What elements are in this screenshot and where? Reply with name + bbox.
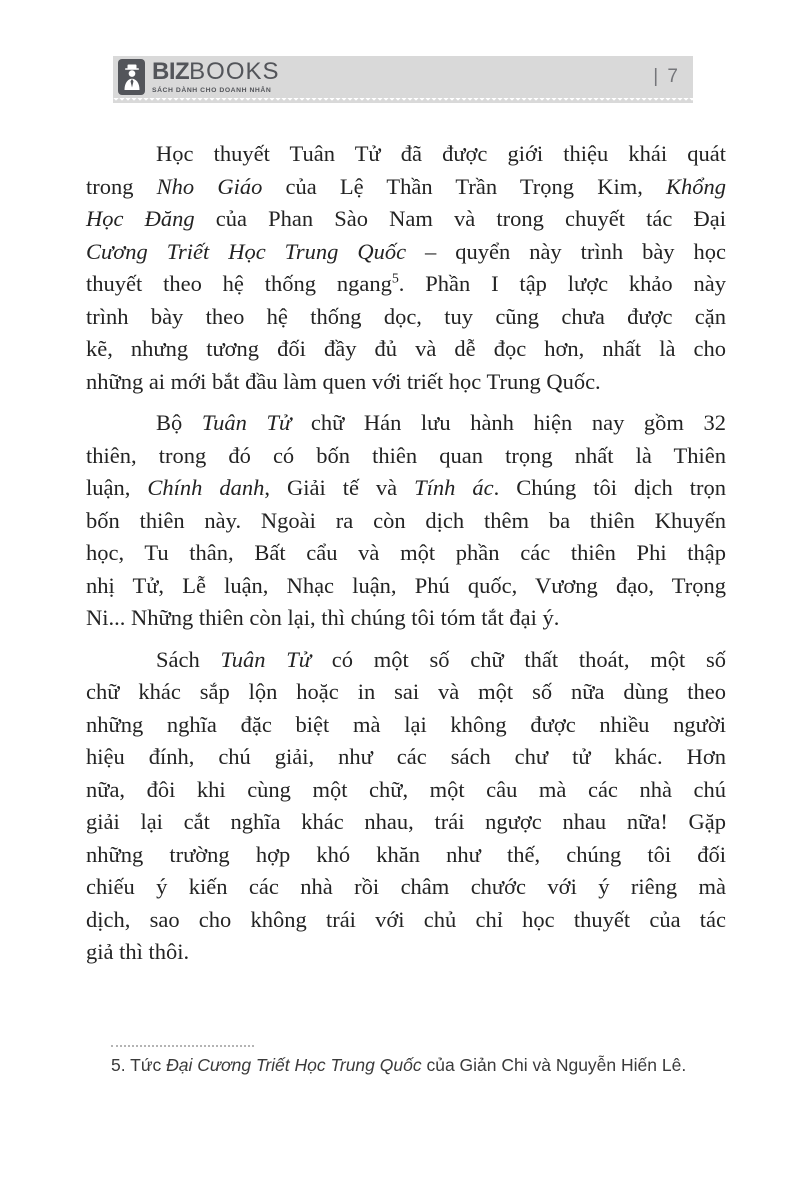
page-number: | 7 xyxy=(653,66,680,87)
text-line: dịch, sao cho không trái với chủ chỉ học thuyết của tác xyxy=(86,906,726,932)
brand-biz: BIZ xyxy=(152,58,190,86)
text-line: Ni... Những thiên còn lại, thì chúng tôi tóm tắt đại ý. xyxy=(86,605,560,630)
text-line: 5. Tức Đại Cương Triết Học Trung Quốc của Giản Chi và Nguyễn Hiến Lê. xyxy=(111,1055,687,1075)
footnote-separator xyxy=(111,1045,254,1047)
text-line: luận, Chính danh, Giải tế và Tính ác. Chúng tôi dịch trọn xyxy=(86,475,726,500)
text-line: kẽ, nhưng tương đối đầy đủ và dễ đọc hơn, nhất là cho xyxy=(86,336,726,361)
bizbooks-logo xyxy=(118,59,280,95)
footnote xyxy=(111,1053,696,1077)
paragraph-3 xyxy=(86,644,726,969)
text-line: giả thì thôi. xyxy=(86,939,190,964)
text-line: học, Tu thân, Bất cẩu và một phần các thiên Phi thập xyxy=(86,540,726,565)
text-line: chiếu ý kiến các nhà rồi châm chước với ý riêng mà xyxy=(86,874,726,899)
text-line: Cương Triết Học Trung Quốc – quyển này trình bày học xyxy=(86,238,726,264)
paragraph-2 xyxy=(86,407,726,635)
paragraph-1 xyxy=(86,138,726,398)
brand-books: BOOKS xyxy=(189,58,280,86)
businessman-icon xyxy=(118,59,145,95)
page-header xyxy=(113,56,693,98)
text-line: giải lại cắt nghĩa khác nhau, trái ngược nhau nữa! Gặp xyxy=(86,809,726,834)
logo-text xyxy=(152,60,280,94)
text-line: những nghĩa đặc biệt mà lại không được nhiều người xyxy=(86,711,726,737)
text-line: Học thuyết Tuân Tử đã được giới thiệu khái quát xyxy=(156,141,726,166)
text-line: nhị Tử, Lễ luận, Nhạc luận, Phú quốc, Vương đạo, Trọng xyxy=(86,572,726,598)
body-text xyxy=(86,138,726,969)
text-line: trong Nho Giáo của Lệ Thần Trần Trọng Kim, Khổng xyxy=(86,173,727,199)
brand-name xyxy=(152,60,280,84)
text-line: Sách Tuân Tử có một số chữ thất thoát, một số xyxy=(156,646,726,672)
text-line: chữ khác sắp lộn hoặc in sai và một số nữa dùng theo xyxy=(86,679,726,704)
text-line: những ai mới bắt đầu làm quen với triết học Trung Quốc. xyxy=(86,368,601,394)
text-line: trình bày theo hệ thống dọc, tuy cũng chưa được cặn xyxy=(86,303,726,329)
brand-tagline: SÁCH DÀNH CHO DOANH NHÂN xyxy=(152,86,272,94)
text-line: hiệu đính, chú giải, như các sách chư tử khác. Hơn xyxy=(86,744,726,769)
text-line: bốn thiên này. Ngoài ra còn dịch thêm ba thiên Khuyến xyxy=(86,507,726,533)
text-line: những trường hợp khó khăn như thế, chúng tôi đối xyxy=(86,841,726,867)
text-line: thiên, trong đó có bốn thiên quan trọng nhất là Thiên xyxy=(86,442,726,468)
header-perforated-edge xyxy=(113,98,693,103)
text-line: nữa, đôi khi cùng một chữ, một câu mà các nhà chú xyxy=(86,776,726,802)
text-line: Bộ Tuân Tử chữ Hán lưu hành hiện nay gồm 32 xyxy=(156,410,726,435)
text-line: Học Đăng của Phan Sào Nam và trong chuyết tác Đại xyxy=(86,206,726,231)
text-line: thuyết theo hệ thống ngang$^5$. Phần I tập lược khảo này xyxy=(86,271,727,296)
